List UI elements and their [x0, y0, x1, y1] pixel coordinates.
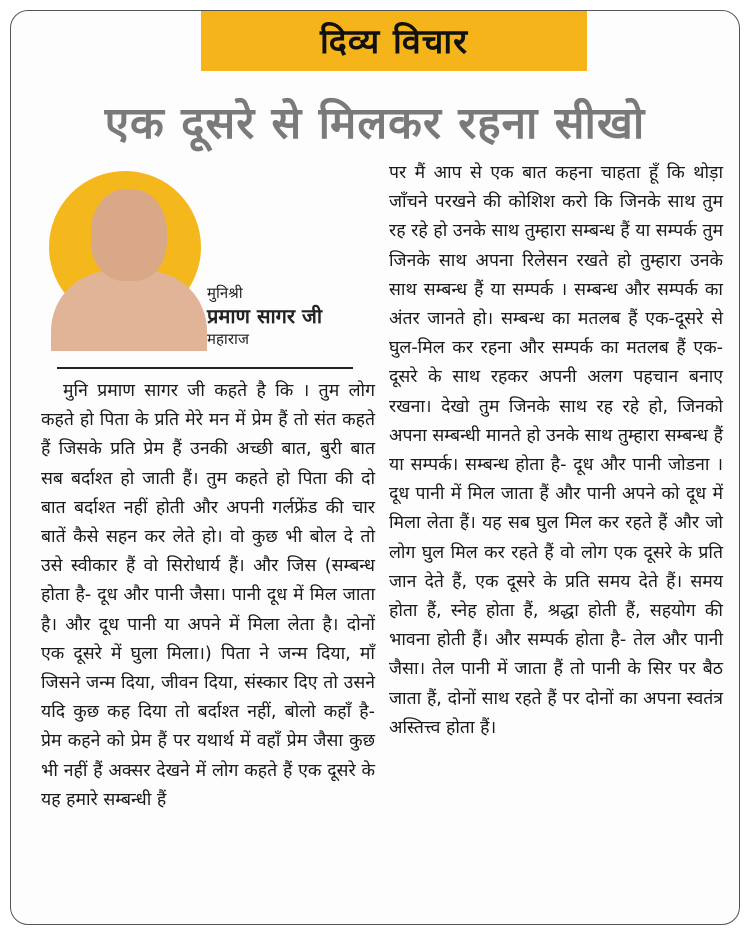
byline-divider — [57, 367, 353, 369]
author-portrait — [49, 171, 209, 351]
author-prefix: मुनिश्री — [207, 284, 243, 302]
portrait-head — [91, 189, 167, 281]
newspaper-clipping — [10, 10, 740, 925]
author-name: प्रमाण सागर जी — [207, 304, 323, 328]
article-column-right: पर मैं आप से एक बात कहना चाहता हूँ कि थोड़ा जाँचने परखने की कोशिश करो कि जिनके साथ तुम रह रहे हो उनके साथ तुम्हारा सम्बन्ध हैं या सम्पर्क तुम जिनके साथ अपना रिलेसन रखते हो तुम्हारा उनके साथ सम्बन्ध हैं या सम्पर्क । सम्बन्ध और सम्पर्क का अंतर जानते हो। सम्बन्ध का मतलब हैं एक-दूसरे से घुल-मिल कर रहना और सम्पर्क का मतलब हैं एक-दूसरे के साथ रहकर अपनी अलग पहचान बनाए रखना। देखो तुम जिनके साथ रह रहे हो, जिनको अपना सम्बन्धी मानते हो उनके साथ तुम्हारा सम्बन्ध हैं या सम्पर्क। सम्बन्ध होता है- दूध और पानी जोडना । दूध पानी में मिल जाता हैं और पानी अपने को दूध में मिला लेता हैं। यह सब घुल मिल कर रहते हैं और जो लोग घुल मिल कर रहते हैं वो लोग एक दूसरे के प्रति जान देते हैं, एक दूसरे के प्रति समय देते हैं। समय होता हैं, स्नेह होता हैं, श्रद्धा होती हैं, सहयोग की भावना होती हैं। और सम्पर्क होता है- तेल और पानी जैसा। तेल पानी में जाता हैं तो पानी के सिर पर बैठ जाता हैं, दोनों साथ रहते हैं पर दोनों का अपना स्वतंत्र अस्तित्त्व होता हैं। — [389, 163, 723, 738]
article-headline: एक दूसरे से मिलकर रहना सीखो — [104, 98, 646, 149]
author-byline — [207, 283, 367, 349]
article-column-left: मुनि प्रमाण सागर जी कहते है कि । तुम लोग कहते हो पिता के प्रति मेरे मन में प्रेम हैं तो संत कहते हैं जिसके प्रति प्रेम हैं उनकी अच्छी बात, बुरी बात सब बर्दाश्त हो जाती हैं। तुम कहते हो पिता की दो बात बर्दाश्त नहीं होती और अपनी गर्लफ्रेंड की चार बातें कैसे सहन कर लेते हो। वो कुछ भी बोल दे तो उसे स्वीकार हैं वो सिरोधार्य हैं। और जिस (सम्बन्ध होता है- दूध और पानी जैसा। पानी दूध में मिल जाता है। और दूध पानी या अपने में मिला लेता है। दोनों एक दूसरे में घुला मिला।) पिता ने जन्म दिया, माँ जिसने जन्म दिया, जीवन दिया, संस्कार दिए तो उसने यदि कुछ कह दिया तो बर्दाश्त नहीं, बोलो कहाँ है- प्रेम कहने को प्रेम हैं पर यथार्थ में वहाँ प्रेम जैसा कुछ भी नहीं हैं अक्सर देखने में लोग कहते हैं एक दूसरे के यह हमारे सम्बन्धी हैं — [41, 381, 375, 810]
section-banner — [201, 10, 587, 71]
author-suffix: महाराज — [207, 330, 249, 348]
section-banner-title: दिव्य विचार — [319, 22, 469, 62]
portrait-shoulders — [51, 271, 207, 351]
